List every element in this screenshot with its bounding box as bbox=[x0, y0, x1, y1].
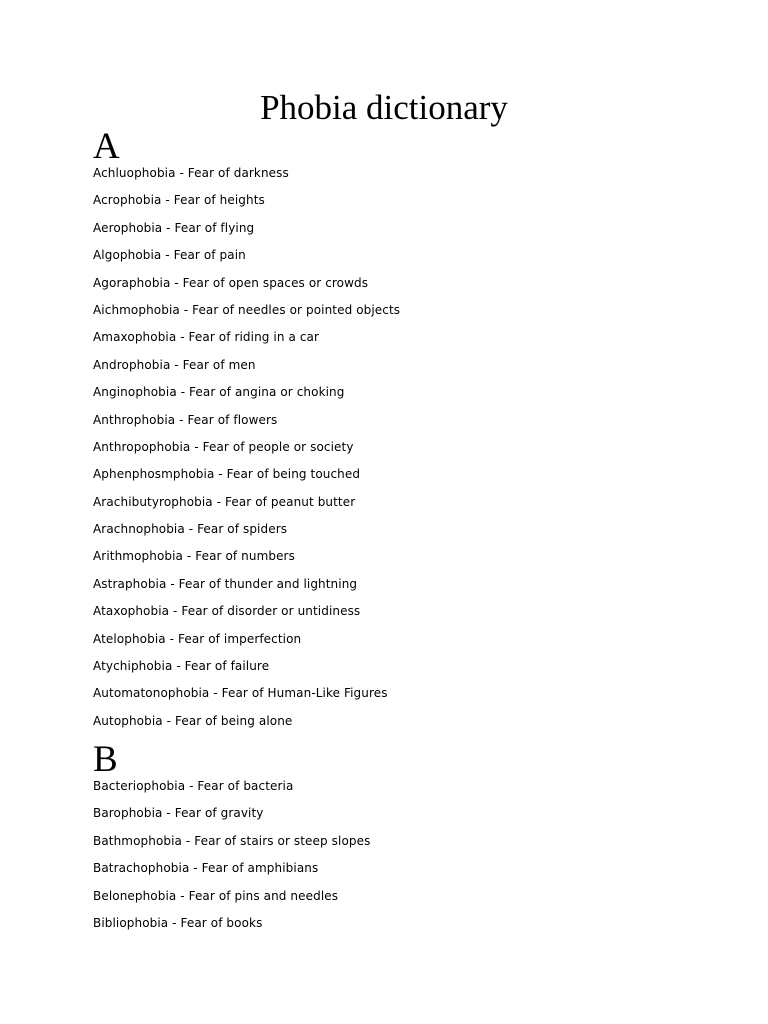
section-letter: B bbox=[93, 739, 118, 780]
list-item: Aerophobia - Fear of flying bbox=[93, 220, 255, 235]
list-item: Bibliophobia - Fear of books bbox=[93, 915, 263, 930]
list-item: Acrophobia - Fear of heights bbox=[93, 193, 265, 208]
entry-list bbox=[93, 160, 693, 735]
list-item: Anginophobia - Fear of angina or choking bbox=[93, 385, 345, 400]
list-item: Arithmophobia - Fear of numbers bbox=[93, 549, 295, 564]
list-item: Autophobia - Fear of being alone bbox=[93, 713, 293, 728]
list-item: Amaxophobia - Fear of riding in a car bbox=[93, 330, 320, 345]
list-item: Bacteriophobia - Fear of bacteria bbox=[93, 779, 294, 793]
list-item: Barophobia - Fear of gravity bbox=[93, 806, 264, 821]
section-b bbox=[93, 741, 693, 937]
list-item: Atychiphobia - Fear of failure bbox=[93, 659, 270, 674]
list-item: Batrachophobia - Fear of amphibians bbox=[93, 861, 319, 876]
list-item: Atelophobia - Fear of imperfection bbox=[93, 631, 302, 646]
list-item: Arachnophobia - Fear of spiders bbox=[93, 522, 288, 537]
list-item: Automatonophobia - Fear of Human-Like Figures bbox=[93, 686, 388, 701]
list-item: Astraphobia - Fear of thunder and lightning bbox=[93, 576, 358, 591]
list-item: Belonephobia - Fear of pins and needles bbox=[93, 888, 339, 903]
list-item: Agoraphobia - Fear of open spaces or crowds bbox=[93, 275, 369, 290]
list-item: Arachibutyrophobia - Fear of peanut butter bbox=[93, 494, 356, 509]
section-a bbox=[93, 128, 693, 735]
list-item: Algophobia - Fear of pain bbox=[93, 248, 246, 263]
page-title: Phobia dictionary bbox=[260, 88, 508, 127]
list-item: Ataxophobia - Fear of disorder or untidiness bbox=[93, 604, 361, 619]
section-letter: A bbox=[93, 126, 120, 167]
list-item: Aphenphosmphobia - Fear of being touched bbox=[93, 467, 361, 482]
list-item: Aichmophobia - Fear of needles or pointed objects bbox=[93, 302, 401, 317]
entry-list bbox=[93, 773, 693, 937]
list-item: Bathmophobia - Fear of stairs or steep slopes bbox=[93, 833, 371, 848]
list-item: Anthrophobia - Fear of flowers bbox=[93, 412, 278, 427]
list-item: Androphobia - Fear of men bbox=[93, 357, 256, 372]
list-item: Achluophobia - Fear of darkness bbox=[93, 166, 289, 180]
list-item: Anthropophobia - Fear of people or society bbox=[93, 439, 354, 454]
